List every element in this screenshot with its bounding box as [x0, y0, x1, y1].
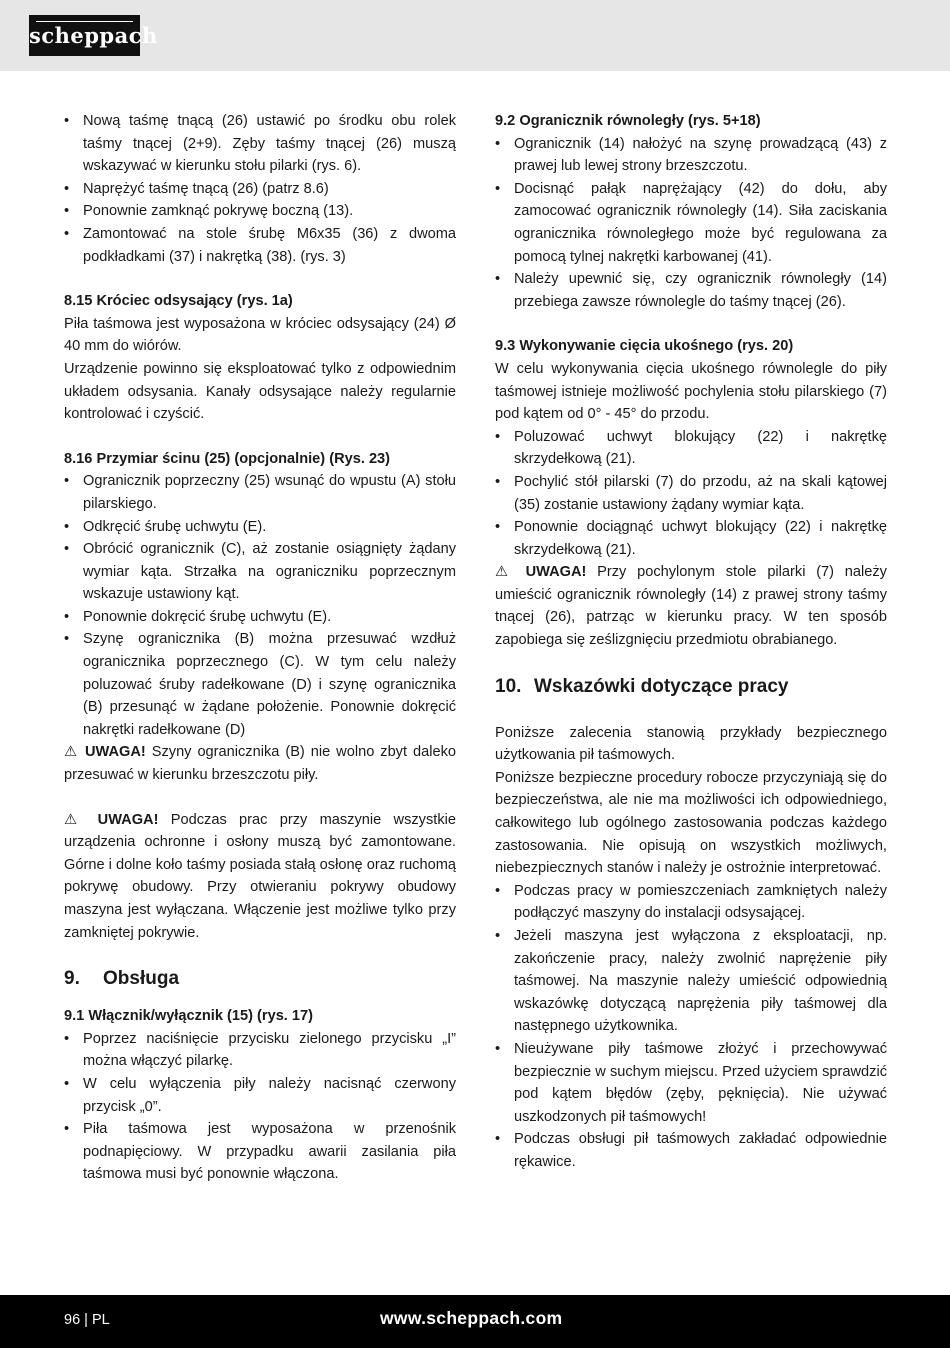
bullet-list-blade-install [64, 110, 456, 268]
paragraph: Piła taśmowa jest wyposażona w króciec odsysający (24) Ø 40 mm do wiórów. [64, 315, 456, 355]
paragraph: Poniższe bezpieczne procedury robocze przyczyniają się do bezpieczeństwa, ale nie ma możliwości ich odpowiedniego, całkowitego lub ogólnego zastosowania podczas każdego zastosowania. Nie opisują on wszystkich możliwych, niebezpiecznych stanów i należy je ostrożnie interpretować. [495, 769, 887, 877]
chapter-heading-10 [495, 674, 887, 700]
list-item: • Podczas pracy w pomieszczeniach zamkniętych należy podłączyć maszyny do instalacji odsysającej. [495, 880, 887, 925]
page-footer [0, 1295, 950, 1348]
warning-label: UWAGA! [84, 744, 146, 761]
chapter-number: 10. [495, 675, 522, 697]
warning-icon: ⚠ [64, 744, 79, 761]
list-item: • Ogranicznik poprzeczny (25) wsunąć do wpustu (A) stołu pilarskiego. [64, 470, 456, 515]
section-heading-9-3: 9.3 Wykonywanie cięcia ukośnego (rys. 20) [495, 338, 794, 355]
list-item: • Poprzez naciśnięcie przycisku zielonego przycisku „I” można włączyć pilarkę. [64, 1028, 456, 1073]
left-column [64, 110, 456, 1186]
list-item: • Ponownie zamknąć pokrywę boczną (13). [64, 200, 456, 223]
paragraph: Urządzenie powinno się eksploatować tylko z odpowiednim układem odsysania. Kanały odsysające należy regularnie kontrolować i czyścić. [64, 360, 456, 423]
bullet-list-bevel-cut [495, 426, 887, 562]
warning-text: Podczas prac przy maszynie wszystkie urządzenia ochronne i osłony muszą być zamontowane. Górne i dolne koło taśmy posiada stałą osłonę oraz ruchomą pokrywę obudowy. Przy otwieraniu pokrywy obudowy maszyna jest wyłączana. Włączenie jest możliwe tylko przy zamkniętej pokrywie. [64, 811, 456, 941]
list-item: • Poluzować uchwyt blokujący (22) i nakrętkę skrzydełkową (21). [495, 426, 887, 471]
list-item: • Jeżeli maszyna jest wyłączona z eksploatacji, np. zakończenie pracy, należy zwolnić naprężenie piły taśmowej. Na maszynie należy umieścić odpowiednią wskazówkę dotyczącą naprężenia piły taśmowej dla następnego użytkownika. [495, 925, 887, 1038]
list-item: • Ponownie dociągnąć uchwyt blokujący (22) i nakrętkę skrzydełkową (21). [495, 516, 887, 561]
bullet-list-switch [64, 1028, 456, 1186]
bullet-list-mitre-gauge [64, 470, 456, 741]
warning-icon: ⚠ [495, 564, 515, 581]
page-header [0, 0, 950, 71]
list-item: • Podczas obsługi pił taśmowych zakładać odpowiednie rękawice. [495, 1128, 887, 1173]
warning-text: Szyny ogranicznika (B) nie wolno zbyt daleko przesuwać w kierunku brzeszczotu piły. [64, 744, 456, 784]
list-item: • Obrócić ogranicznik (C), aż zostanie osiągnięty żądany wymiar kąta. Strzałka na ograniczniku poprzecznym wskazuje ustawiony kąt. [64, 538, 456, 606]
chapter-title: Obsługa [103, 968, 180, 990]
section-heading-9-2: 9.2 Ogranicznik równoległy (rys. 5+18) [495, 113, 761, 129]
list-item: • Naprężyć taśmę tnącą (26) (patrz 8.6) [64, 178, 456, 201]
warning-label: UWAGA! [97, 811, 159, 828]
list-item: • Zamontować na stole śrubę M6x35 (36) z dwoma podkładkami (37) i nakrętką (38). (rys. 3) [64, 223, 456, 268]
paragraph: Poniższe zalecenia stanowią przykłady bezpiecznego użytkowania pił taśmowych. [495, 724, 887, 764]
list-item: • Pochylić stół pilarski (7) do przodu, aż na skali kątowej (35) zostanie ustawiony żądany wymiar kąta. [495, 471, 887, 516]
bullet-list-work-tips [495, 880, 887, 1174]
section-heading-8-16: 8.16 Przymiar ścinu (25) (opcjonalnie) (Rys. 23) [64, 450, 391, 467]
warning-label: UWAGA! [525, 564, 587, 581]
separator: | [84, 1312, 88, 1328]
list-item: • W celu wyłączenia piły należy nacisnąć czerwony przycisk „0”. [64, 1073, 456, 1118]
list-item: • Należy upewnić się, czy ogranicznik równoległy (14) przebiega zawsze równolegle do taśmy tnącej (26). [495, 268, 887, 313]
list-item: • Piła taśmowa jest wyposażona w przenośnik podnapięciowy. W przypadku awarii zasilania piła taśmowa musi być ponownie włączona. [64, 1118, 456, 1186]
warning-text: Przy pochylonym stole pilarki (7) należy umieścić ogranicznik równoległy (14) z prawej strony taśmy tnącej (26), patrząc w kierunku pracy. W ten sposób zapobiega się ześlizgnięciu przedmiotu obrabianego. [495, 564, 887, 649]
page-number [64, 1312, 110, 1328]
warning-icon: ⚠ [64, 811, 86, 828]
scheppach-logo: scheppach [29, 15, 140, 56]
list-item: • Nową taśmę tnącą (26) ustawić po środku obu rolek taśmy tnącej (2+9). Zęby taśmy tnącej (26) muszą wskazywać w kierunku stołu pilarki (rys. 6). [64, 110, 456, 178]
list-item: • Docisnąć pałąk naprężający (42) do dołu, aby zamocować ogranicznik równoległy (14). Siła zaciskania ogranicznika równoległego może być regulowana za pomocą tylnej nakrętki karbowanej (41). [495, 178, 887, 268]
list-item: • Nieużywane piły taśmowe złożyć i przechowywać bezpiecznie w suchym miejscu. Przed użyciem sprawdzić pod kątem błędów (zęby, pęknięcia). Nie używać uszkodzonych pił taśmowych! [495, 1038, 887, 1128]
section-heading-8-15: 8.15 Króciec odsysający (rys. 1a) [64, 293, 293, 310]
chapter-heading-9 [64, 966, 456, 992]
bullet-list-rip-fence [495, 133, 887, 314]
warning-note [64, 809, 456, 945]
page-number-value: 96 [64, 1312, 81, 1328]
right-column [495, 110, 887, 1174]
website-url: www.scheppach.com [380, 1308, 563, 1328]
list-item: • Ponownie dokręcić śrubę uchwytu (E). [64, 606, 456, 629]
section-heading-9-1: 9.1 Włącznik/wyłącznik (15) (rys. 17) [64, 1008, 314, 1025]
warning-note [64, 741, 456, 786]
warning-note [495, 561, 887, 651]
paragraph: W celu wykonywania cięcia ukośnego równolegle do piły taśmowej istnieje możliwość pochylenia stołu pilarskiego (7) pod kątem od 0° - 45° do przodu. [495, 360, 887, 423]
chapter-title: Wskazówki dotyczące pracy [534, 675, 789, 697]
list-item: • Odkręcić śrubę uchwytu (E). [64, 516, 456, 539]
list-item: • Szynę ogranicznika (B) można przesuwać wzdłuż ogranicznika poprzecznego (C). W tym celu należy poluzować śruby radełkowane (D) i szynę ogranicznika (B) przesunąć w żądane położenie. Ponownie dokręcić nakrętki radełkowane (D) [64, 628, 456, 741]
chapter-number: 9. [64, 968, 80, 990]
list-item: • Ogranicznik (14) nałożyć na szynę prowadzącą (43) z prawej lub lewej strony brzeszczotu. [495, 133, 887, 178]
language-code: PL [91, 1312, 110, 1328]
